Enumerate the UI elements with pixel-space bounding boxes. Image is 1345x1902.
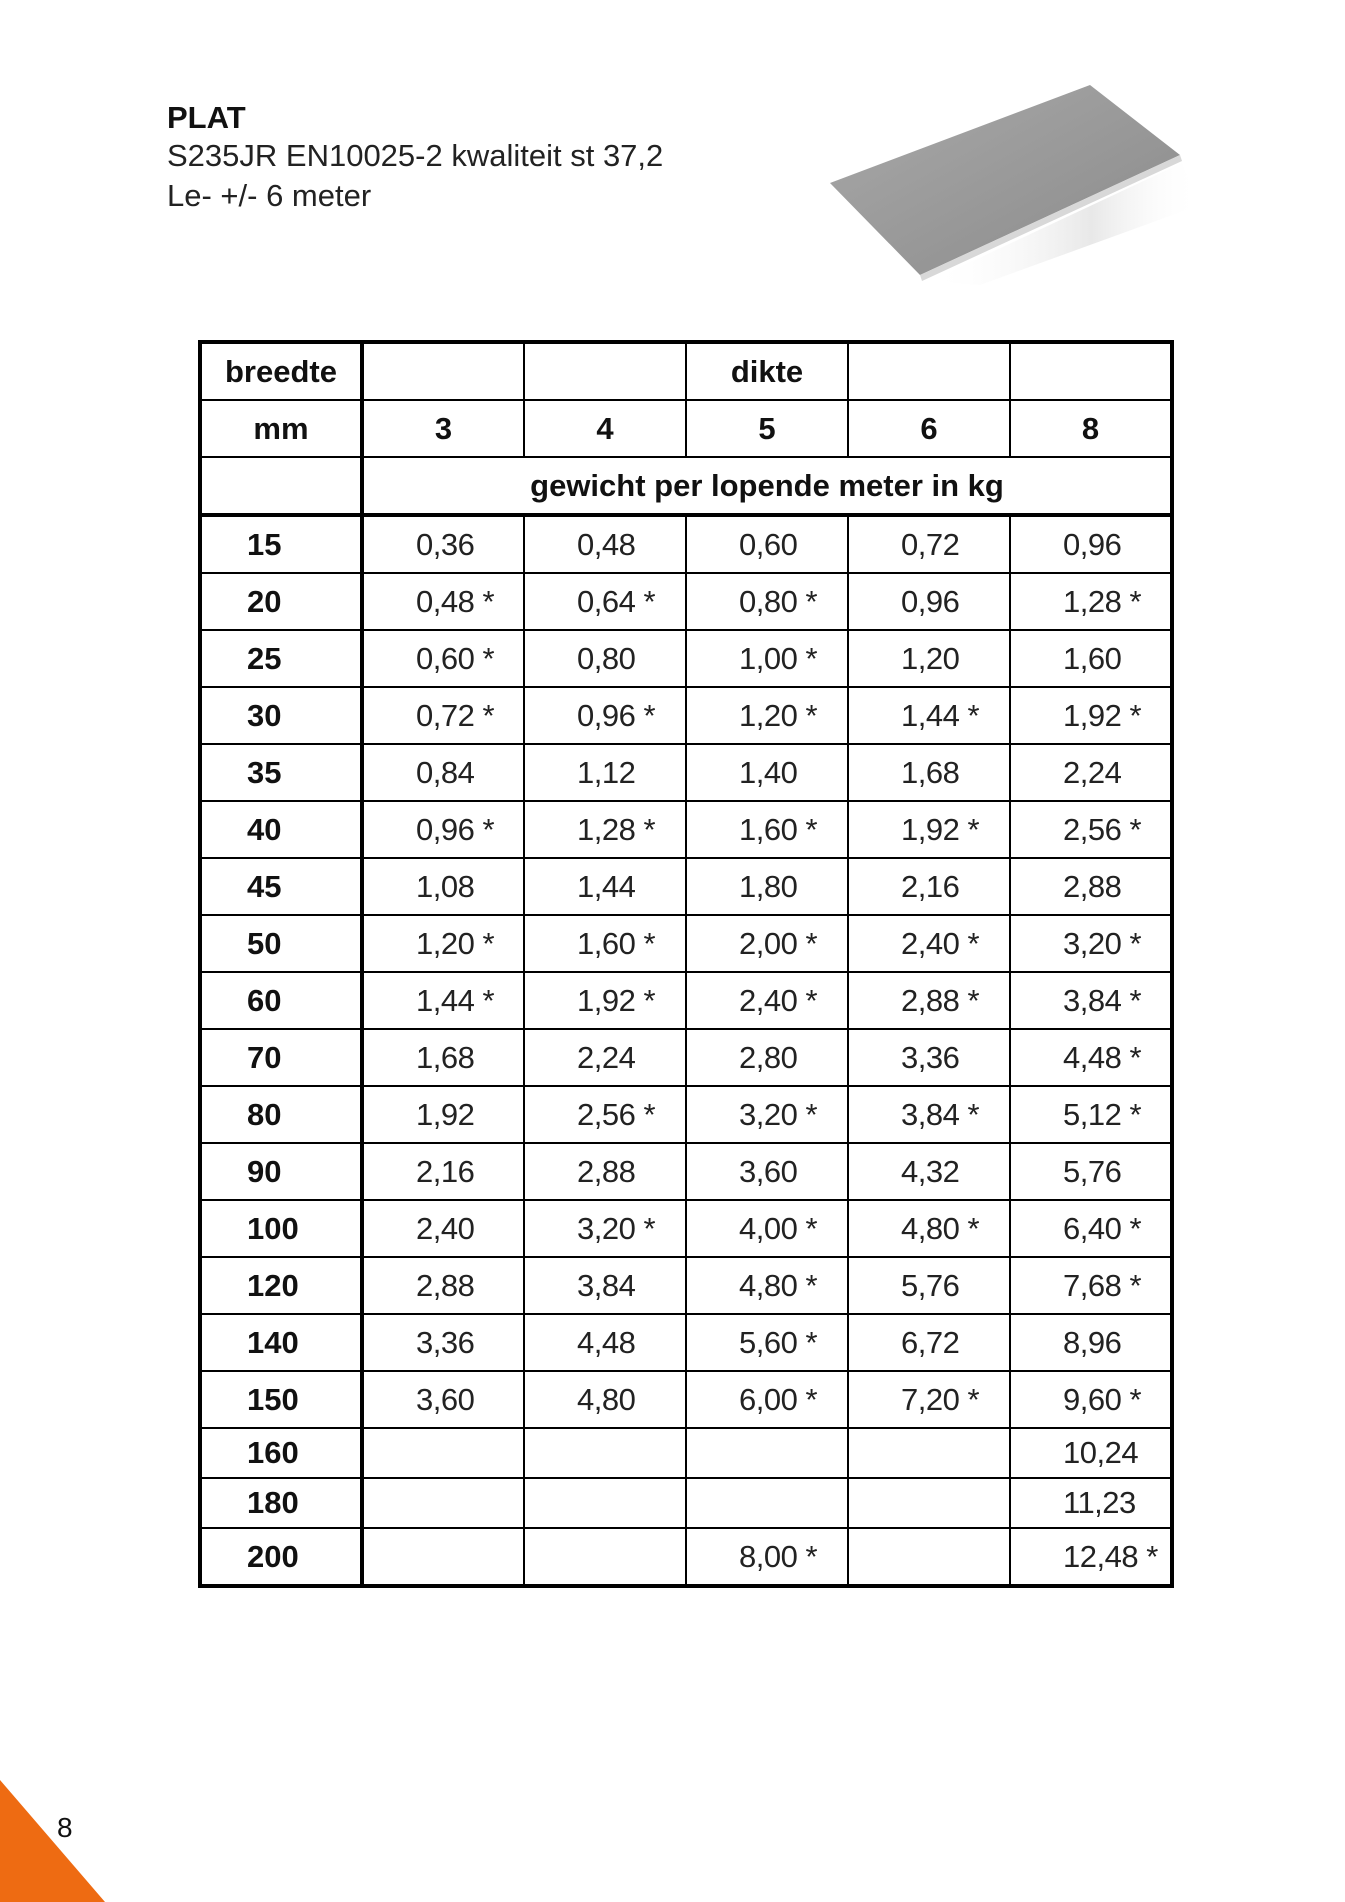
weight-cell: 0,96	[1010, 515, 1172, 573]
row-width-label: 90	[200, 1143, 362, 1200]
weight-cell	[686, 1428, 848, 1478]
table-row	[200, 1086, 1172, 1143]
row-width-label: 40	[200, 801, 362, 858]
weight-cell: 4,80 *	[686, 1257, 848, 1314]
weight-cell	[524, 1428, 686, 1478]
weight-cell: 1,92	[362, 1086, 524, 1143]
header-row-2	[200, 400, 1172, 457]
weight-cell: 6,40 *	[1010, 1200, 1172, 1257]
weight-cell: 4,48 *	[1010, 1029, 1172, 1086]
quality-line: S235JR EN10025-2 kwaliteit st 37,2	[167, 138, 664, 173]
thickness-6: 6	[848, 400, 1010, 457]
table-row	[200, 915, 1172, 972]
steel-plate-image	[820, 85, 1240, 285]
weight-cell: 0,64 *	[524, 573, 686, 630]
table-row	[200, 687, 1172, 744]
weight-cell: 4,00 *	[686, 1200, 848, 1257]
weight-cell: 8,96	[1010, 1314, 1172, 1371]
weight-cell: 2,88	[362, 1257, 524, 1314]
header-empty-cell	[1010, 342, 1172, 400]
table-row	[200, 1314, 1172, 1371]
weight-cell: 1,60 *	[686, 801, 848, 858]
row-width-label: 150	[200, 1371, 362, 1428]
weight-cell: 1,60	[1010, 630, 1172, 687]
weight-cell: 7,20 *	[848, 1371, 1010, 1428]
row-width-label: 50	[200, 915, 362, 972]
unit-label: mm	[200, 400, 362, 457]
weight-cell: 1,12	[524, 744, 686, 801]
weight-cell	[524, 1528, 686, 1586]
weight-cell: 8,00 *	[686, 1528, 848, 1586]
weight-cell: 11,23	[1010, 1478, 1172, 1528]
thickness-3: 3	[362, 400, 524, 457]
weight-cell: 5,76	[1010, 1143, 1172, 1200]
header-empty-cell	[524, 342, 686, 400]
row-width-label: 15	[200, 515, 362, 573]
weight-cell: 6,00 *	[686, 1371, 848, 1428]
weight-cell: 0,36	[362, 515, 524, 573]
header-empty-cell	[362, 342, 524, 400]
breedte-header: breedte	[200, 342, 362, 400]
weight-cell: 2,88 *	[848, 972, 1010, 1029]
header-empty-cell	[848, 342, 1010, 400]
page-number: 8	[57, 1812, 73, 1843]
weight-cell: 1,20 *	[362, 915, 524, 972]
page-title: PLAT	[167, 100, 246, 135]
weight-cell: 9,60 *	[1010, 1371, 1172, 1428]
weight-cell	[848, 1478, 1010, 1528]
row-width-label: 80	[200, 1086, 362, 1143]
weight-table	[198, 340, 1174, 1588]
weight-cell: 0,96	[848, 573, 1010, 630]
table-row	[200, 1029, 1172, 1086]
weight-cell: 0,72 *	[362, 687, 524, 744]
table-row	[200, 1478, 1172, 1528]
row-width-label: 140	[200, 1314, 362, 1371]
weight-cell: 6,72	[848, 1314, 1010, 1371]
weight-cell: 0,80 *	[686, 573, 848, 630]
orange-corner-triangle	[0, 1780, 105, 1902]
weight-cell: 2,40 *	[848, 915, 1010, 972]
weight-caption: gewicht per lopende meter in kg	[362, 457, 1172, 515]
weight-cell: 5,12 *	[1010, 1086, 1172, 1143]
page-header	[167, 100, 663, 216]
weight-cell: 4,48	[524, 1314, 686, 1371]
weight-cell: 2,16	[848, 858, 1010, 915]
thickness-5: 5	[686, 400, 848, 457]
table-row	[200, 630, 1172, 687]
length-line: Le- +/- 6 meter	[167, 178, 372, 213]
weight-cell: 1,92 *	[1010, 687, 1172, 744]
weight-cell: 4,80	[524, 1371, 686, 1428]
weight-cell	[362, 1478, 524, 1528]
weight-cell: 3,60	[686, 1143, 848, 1200]
row-width-label: 200	[200, 1528, 362, 1586]
weight-cell: 0,48	[524, 515, 686, 573]
weight-cell: 0,48 *	[362, 573, 524, 630]
weight-cell: 0,96 *	[362, 801, 524, 858]
thickness-8: 8	[1010, 400, 1172, 457]
row-width-label: 180	[200, 1478, 362, 1528]
weight-cell: 0,72	[848, 515, 1010, 573]
weight-cell: 1,92 *	[524, 972, 686, 1029]
weight-cell	[848, 1428, 1010, 1478]
weight-cell: 1,68	[848, 744, 1010, 801]
weight-cell: 2,56 *	[524, 1086, 686, 1143]
weight-cell: 3,20 *	[1010, 915, 1172, 972]
weight-cell: 2,88	[524, 1143, 686, 1200]
weight-cell: 1,44 *	[848, 687, 1010, 744]
table-row	[200, 1528, 1172, 1586]
weight-cell: 1,44 *	[362, 972, 524, 1029]
header-row-3	[200, 457, 1172, 515]
weight-cell: 10,24	[1010, 1428, 1172, 1478]
table-row	[200, 801, 1172, 858]
weight-cell: 3,60	[362, 1371, 524, 1428]
dikte-header: dikte	[686, 342, 848, 400]
weight-cell: 1,20 *	[686, 687, 848, 744]
weight-cell: 7,68 *	[1010, 1257, 1172, 1314]
weight-cell: 1,44	[524, 858, 686, 915]
weight-cell: 2,56 *	[1010, 801, 1172, 858]
weight-cell: 3,36	[848, 1029, 1010, 1086]
thickness-4: 4	[524, 400, 686, 457]
weight-cell: 1,28 *	[1010, 573, 1172, 630]
weight-cell: 4,32	[848, 1143, 1010, 1200]
weight-cell	[362, 1428, 524, 1478]
table-row	[200, 515, 1172, 573]
table-row	[200, 1371, 1172, 1428]
weight-cell: 3,36	[362, 1314, 524, 1371]
weight-cell: 0,96 *	[524, 687, 686, 744]
table-row	[200, 972, 1172, 1029]
weight-cell	[686, 1478, 848, 1528]
weight-cell: 5,76	[848, 1257, 1010, 1314]
weight-cell: 2,16	[362, 1143, 524, 1200]
weight-cell: 2,24	[1010, 744, 1172, 801]
weight-cell: 12,48 *	[1010, 1528, 1172, 1586]
weight-cell: 0,60	[686, 515, 848, 573]
weight-cell: 3,84	[524, 1257, 686, 1314]
row-width-label: 20	[200, 573, 362, 630]
weight-cell: 1,40	[686, 744, 848, 801]
weight-cell	[524, 1478, 686, 1528]
table-row	[200, 858, 1172, 915]
row-width-label: 100	[200, 1200, 362, 1257]
table-row	[200, 1200, 1172, 1257]
weight-cell: 1,00 *	[686, 630, 848, 687]
weight-cell: 3,84 *	[848, 1086, 1010, 1143]
weight-cell: 1,08	[362, 858, 524, 915]
weight-cell: 2,40	[362, 1200, 524, 1257]
weight-cell: 0,80	[524, 630, 686, 687]
weight-cell: 2,00 *	[686, 915, 848, 972]
weight-cell: 1,20	[848, 630, 1010, 687]
table-row	[200, 573, 1172, 630]
table-row	[200, 1428, 1172, 1478]
weight-cell: 2,40 *	[686, 972, 848, 1029]
row-width-label: 30	[200, 687, 362, 744]
row-width-label: 45	[200, 858, 362, 915]
row-width-label: 120	[200, 1257, 362, 1314]
table-row	[200, 1143, 1172, 1200]
weight-cell: 2,24	[524, 1029, 686, 1086]
weight-cell: 5,60 *	[686, 1314, 848, 1371]
weight-cell: 1,68	[362, 1029, 524, 1086]
weight-cell: 0,60 *	[362, 630, 524, 687]
weight-cell: 0,84	[362, 744, 524, 801]
row-width-label: 160	[200, 1428, 362, 1478]
weight-cell: 4,80 *	[848, 1200, 1010, 1257]
table-row	[200, 1257, 1172, 1314]
row-width-label: 60	[200, 972, 362, 1029]
weight-cell	[362, 1528, 524, 1586]
row-width-label: 35	[200, 744, 362, 801]
weight-cell: 2,88	[1010, 858, 1172, 915]
row-width-label: 25	[200, 630, 362, 687]
weight-cell: 3,20 *	[686, 1086, 848, 1143]
weight-cell: 1,28 *	[524, 801, 686, 858]
table-row	[200, 744, 1172, 801]
header-row-1	[200, 342, 1172, 400]
weight-cell: 3,84 *	[1010, 972, 1172, 1029]
header-empty-cell	[200, 457, 362, 515]
weight-cell: 1,80	[686, 858, 848, 915]
weight-cell: 3,20 *	[524, 1200, 686, 1257]
weight-cell: 1,92 *	[848, 801, 1010, 858]
row-width-label: 70	[200, 1029, 362, 1086]
weight-cell: 1,60 *	[524, 915, 686, 972]
weight-cell: 2,80	[686, 1029, 848, 1086]
weight-cell	[848, 1528, 1010, 1586]
